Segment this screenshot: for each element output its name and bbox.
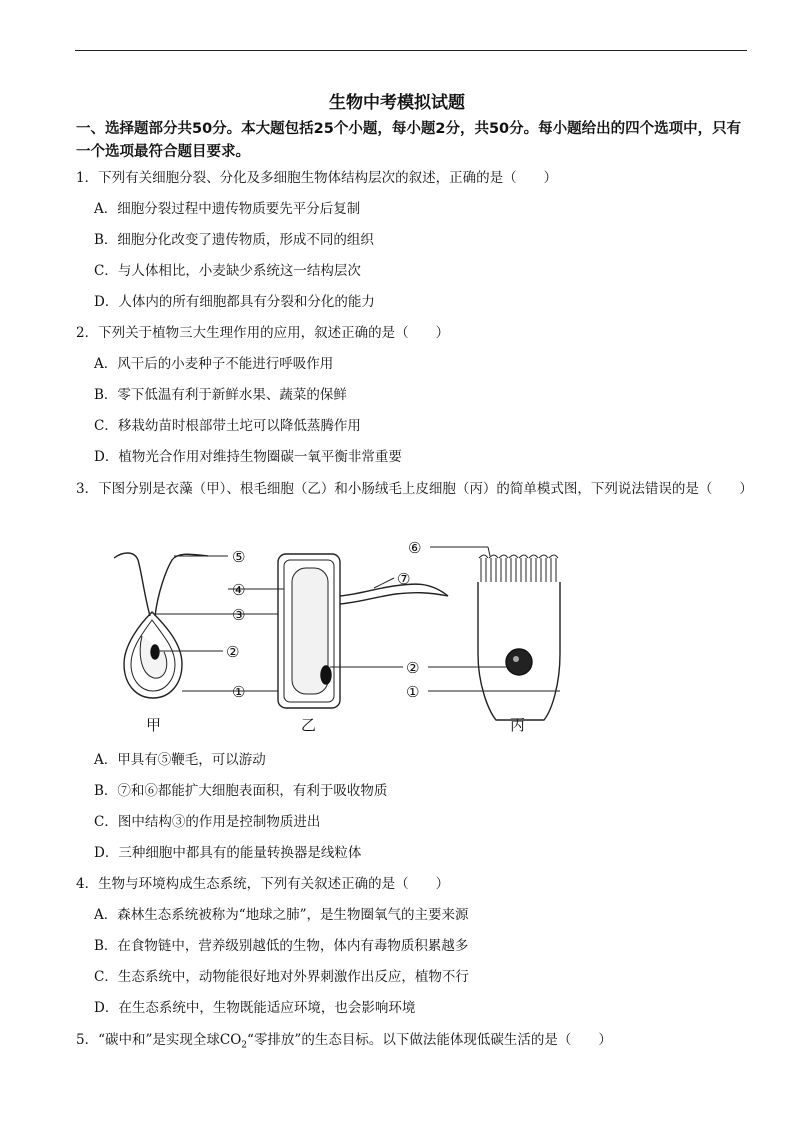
q4-option-b: B．在食物链中，营养级别越低的生物，体内有毒物质积累越多 — [94, 938, 469, 954]
q2-option-c: C．移栽幼苗时根部带土坨可以降低蒸腾作用 — [94, 418, 361, 434]
page-title: 生物中考模拟试题 — [329, 93, 465, 113]
question-5-stem — [76, 1028, 612, 1051]
header-rule — [75, 50, 747, 51]
q4-option-c: C．生态系统中，动物能很好地对外界刺激作出反应，植物不行 — [94, 969, 469, 985]
intestinal-cell-drawing — [478, 555, 560, 720]
question-4-stem: 4．生物与环境构成生态系统，下列有关叙述正确的是（ ） — [76, 876, 450, 892]
q3-option-c: C．图中结构③的作用是控制物质进出 — [94, 814, 321, 830]
q4-option-a: A．森林生态系统被称为“地球之肺”，是生物圈氧气的主要来源 — [94, 907, 469, 923]
label-1-intestinal: ① — [406, 683, 420, 701]
q2-option-d: D．植物光合作用对维持生物圈碳一氧平衡非常重要 — [94, 449, 402, 465]
cell-diagram-svg — [98, 534, 578, 734]
label-6: ⑥ — [408, 539, 422, 557]
q1-option-c: C．与人体相比，小麦缺少系统这一结构层次 — [94, 263, 361, 279]
section-heading: 一、选择题部分共50分。本大题包括25个小题，每小题2分，共50分。每小题给出的四个选项中，只有一个选项最符合题目要求。 — [76, 121, 742, 160]
caption-bing: 丙 — [510, 716, 526, 734]
q3-option-b: B．⑦和⑥都能扩大细胞表面积，有利于吸收物质 — [94, 783, 388, 799]
q1-option-d: D．人体内的所有细胞都具有分裂和分化的能力 — [94, 294, 375, 310]
q5-text-before: 5．“碳中和”是实现全球CO — [76, 1032, 242, 1048]
q5-subscript: 2 — [241, 1040, 248, 1051]
question-3-stem: 3．下图分别是衣藻（甲）、根毛细胞（乙）和小肠绒毛上皮细胞（丙）的简单模式图，下列说法错误的是（ ） — [76, 481, 753, 497]
q1-option-b: B．细胞分化改变了遗传物质，形成不同的组织 — [94, 232, 374, 248]
label-3: ③ — [232, 606, 246, 624]
figure-captions — [146, 716, 525, 734]
q3-option-d: D．三种细胞中都具有的能量转换器是线粒体 — [94, 845, 362, 861]
q2-option-a: A．风干后的小麦种子不能进行呼吸作用 — [94, 356, 334, 372]
caption-jia: 甲 — [146, 716, 162, 734]
q3-option-a: A．甲具有⑤鞭毛，可以游动 — [94, 752, 266, 768]
label-2-chlamydomonas: ② — [226, 643, 240, 661]
label-7: ⑦ — [397, 570, 411, 588]
question-2-stem: 2．下列关于植物三大生理作用的应用，叙述正确的是（ ） — [76, 325, 450, 341]
label-5: ⑤ — [232, 548, 246, 566]
caption-yi: 乙 — [301, 716, 317, 734]
question-1-stem: 1．下列有关细胞分裂、分化及多细胞生物体结构层次的叙述，正确的是（ ） — [76, 170, 558, 186]
q1-option-a: A．细胞分裂过程中遗传物质要先平分后复制 — [94, 201, 361, 217]
label-1-chlamydomonas: ① — [232, 683, 246, 701]
root-hair-cell-drawing — [278, 554, 448, 708]
cell-diagram — [98, 534, 578, 734]
label-4: ④ — [232, 581, 246, 599]
q2-option-b: B．零下低温有利于新鲜水果、蔬菜的保鲜 — [94, 387, 347, 403]
label-2-intestinal: ② — [406, 659, 420, 677]
q4-option-d: D．在生态系统中，生物既能适应环境，也会影响环境 — [94, 1000, 416, 1016]
q5-text-after: “零排放”的生态目标。以下做法能体现低碳生活的是（ ） — [247, 1032, 612, 1048]
chlamydomonas-drawing — [114, 553, 208, 698]
